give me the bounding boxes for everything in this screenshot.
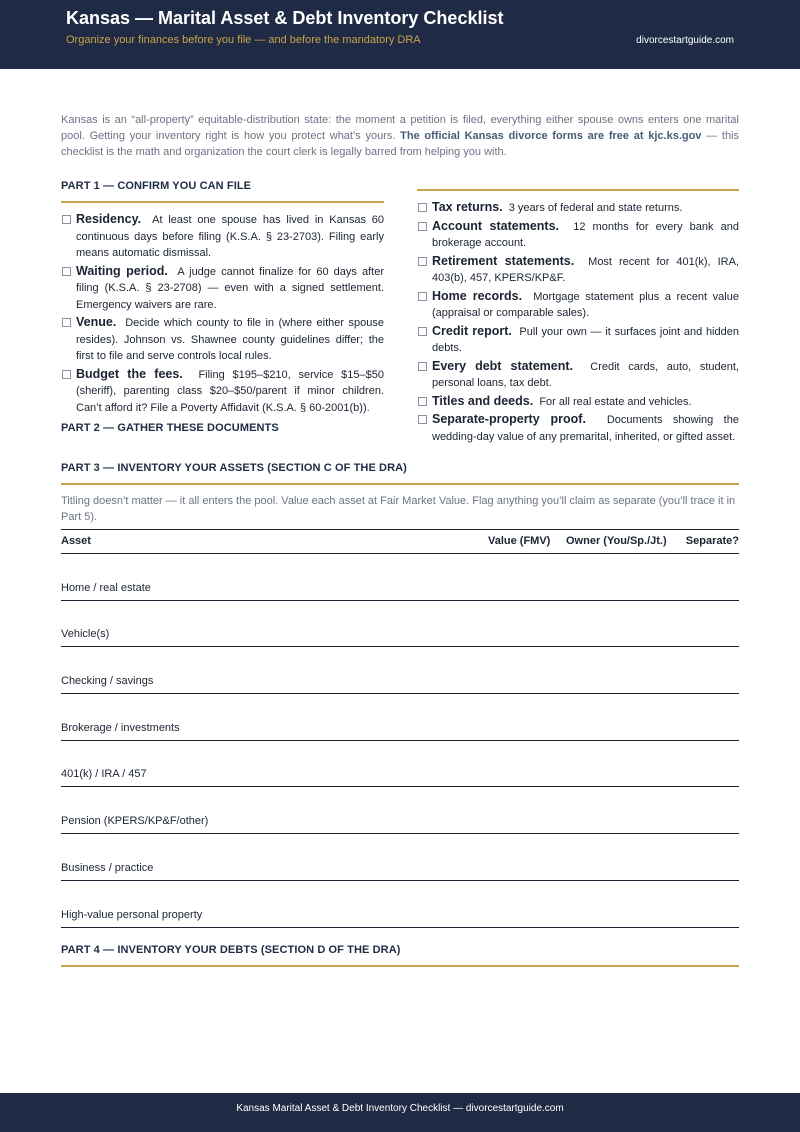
checklist-item <box>61 263 384 314</box>
checkbox[interactable] <box>418 222 427 231</box>
item-lead: Venue. <box>76 315 117 329</box>
intro-text-end: — this checklist is the math and organization the court clerk is legally barred from helping you with. <box>61 130 740 158</box>
col-value: Value (FMV) <box>488 535 551 547</box>
part1-divider <box>61 201 384 203</box>
checkbox[interactable] <box>418 257 427 266</box>
part3-note: Titling doesn’t matter — it all enters the pool. Value each asset at Fair Market Value. Flag anything you’ll claim as separate (you’ll trace it in Part 5). <box>61 495 736 523</box>
checkbox[interactable] <box>418 362 427 371</box>
part2-divider <box>417 189 739 191</box>
checklist-item <box>417 253 739 287</box>
table-row[interactable] <box>61 694 739 741</box>
part4-divider <box>61 965 739 967</box>
part3-divider <box>61 483 739 485</box>
part4-section <box>61 944 739 967</box>
checklist-item <box>61 366 384 417</box>
asset-label: 401(k) / IRA / 457 <box>61 768 147 781</box>
item-text: Documents showing the wedding-day value of any premarital, inherited, or gifted asset. <box>432 414 739 443</box>
checklist-item <box>417 411 739 445</box>
table-row[interactable] <box>61 834 739 881</box>
col-owner: Owner (You/Sp./Jt.) <box>566 535 667 547</box>
item-text: Most recent for 401(k), IRA, 403(b), 457, KPERS/KP&F. <box>432 255 739 284</box>
checkbox[interactable] <box>418 203 427 212</box>
item-text: Pull your own — it surfaces joint and hidden debts. <box>432 325 739 354</box>
checkbox[interactable] <box>62 267 71 276</box>
page-subtitle: Organize your finances before you file — and before the mandatory DRA <box>66 34 421 46</box>
checkbox[interactable] <box>62 318 71 327</box>
item-lead: Titles and deeds. <box>432 393 534 408</box>
footer-text: Kansas Marital Asset & Debt Inventory Checklist — divorcestartguide.com <box>236 1103 564 1114</box>
asset-label: Pension (KPERS/KP&F/other) <box>61 815 209 828</box>
part3-section <box>61 462 739 928</box>
item-text: 12 months for every bank and brokerage account. <box>432 220 739 249</box>
item-lead: Budget the fees. <box>76 366 183 381</box>
asset-label: Business / practice <box>61 861 154 874</box>
table-row[interactable] <box>61 647 739 694</box>
item-lead: Account statements. <box>432 218 559 233</box>
part4-heading: PART 4 — INVENTORY YOUR DEBTS (SECTION D OF THE DRA) <box>61 944 401 956</box>
item-lead: Home records. <box>432 288 523 303</box>
checklist-item <box>417 393 739 411</box>
part1-section <box>61 180 384 434</box>
checklist-item <box>417 199 739 217</box>
part2-section <box>417 189 739 446</box>
item-text: At least one spouse has lived in Kansas 60 continuous days before filing (K.S.A. § 23-2703). Filing early means automatic dismissal. <box>76 214 384 259</box>
checkbox[interactable] <box>62 370 71 379</box>
intro-paragraph <box>61 112 739 160</box>
asset-label: High-value personal property <box>61 908 203 921</box>
item-lead: Separate-property proof. <box>432 412 586 426</box>
table-row[interactable] <box>61 787 739 834</box>
item-text: 3 years of federal and state returns. <box>508 202 683 214</box>
table-row[interactable] <box>61 601 739 648</box>
part2-heading: PART 2 — GATHER THESE DOCUMENTS <box>61 422 279 434</box>
item-text: Mortgage statement plus a recent value (appraisal or comparable sales). <box>432 290 739 319</box>
checklist-item <box>417 323 739 357</box>
checkbox[interactable] <box>418 292 427 301</box>
asset-label: Brokerage / investments <box>61 721 180 734</box>
col-separate: Separate? <box>685 535 739 547</box>
item-lead: Credit report. <box>432 323 512 338</box>
part2-checklist <box>417 199 739 445</box>
checklist-item <box>417 288 739 322</box>
checkbox[interactable] <box>418 327 427 336</box>
page-title: Kansas — Marital Asset & Debt Inventory Checklist <box>66 8 504 28</box>
item-lead: Tax returns. <box>432 200 503 214</box>
part3-heading: PART 3 — INVENTORY YOUR ASSETS (SECTION C OF THE DRA) <box>61 462 407 474</box>
page-footer <box>0 1093 800 1132</box>
site-name: divorcestartguide.com <box>636 35 734 46</box>
checkbox[interactable] <box>418 397 427 406</box>
asset-label: Vehicle(s) <box>61 628 110 641</box>
table-row[interactable] <box>61 554 739 601</box>
item-text: Credit cards, auto, student, personal loans, tax debt. <box>432 360 739 389</box>
checkbox[interactable] <box>418 415 427 424</box>
col-asset: Asset <box>61 535 91 547</box>
checkbox[interactable] <box>62 215 71 224</box>
part1-heading: PART 1 — CONFIRM YOU CAN FILE <box>61 180 252 192</box>
item-text: A judge cannot finalize for 60 days after filing (K.S.A. § 23-2708) — even with a signed settlement. Emergency waivers are rare. <box>76 265 384 311</box>
checklist-item <box>417 218 739 252</box>
item-lead: Retirement statements. <box>432 253 575 268</box>
asset-label: Checking / savings <box>61 675 154 688</box>
checklist-item <box>61 211 384 262</box>
table-row[interactable] <box>61 741 739 788</box>
checklist-item <box>61 314 384 365</box>
item-lead: Every debt statement. <box>432 358 574 373</box>
page-header <box>0 0 800 69</box>
intro-text: Kansas is an “all-property” equitable-distribution state: the moment a petition is filed, everything either spouse owns enters one marital pool. Getting your inventory right is how you protect what’s yours. <box>61 114 739 142</box>
checklist-item <box>417 358 739 392</box>
asset-label: Home / real estate <box>61 581 151 594</box>
intro-forms-note: The official Kansas divorce forms are free at kjc.ks.gov <box>400 130 702 142</box>
item-text: Decide which county to file in (where either spouse resides). Johnson vs. Shawnee county guidelines differ; the first to file and serve controls local rules. <box>76 317 384 362</box>
table-row[interactable] <box>61 881 739 928</box>
part1-checklist <box>61 211 384 416</box>
item-text: For all real estate and vehicles. <box>539 395 692 408</box>
item-lead: Waiting period. <box>76 263 168 278</box>
asset-table-header <box>61 529 739 554</box>
item-text: Filing $195–$210, service $15–$50 (sheriff), parenting class $20–$50/parent if minor children. Can’t afford it? File a Poverty Affidavit (K.S.A. § 60-2001(b)). <box>76 368 384 414</box>
item-lead: Residency. <box>76 212 142 226</box>
